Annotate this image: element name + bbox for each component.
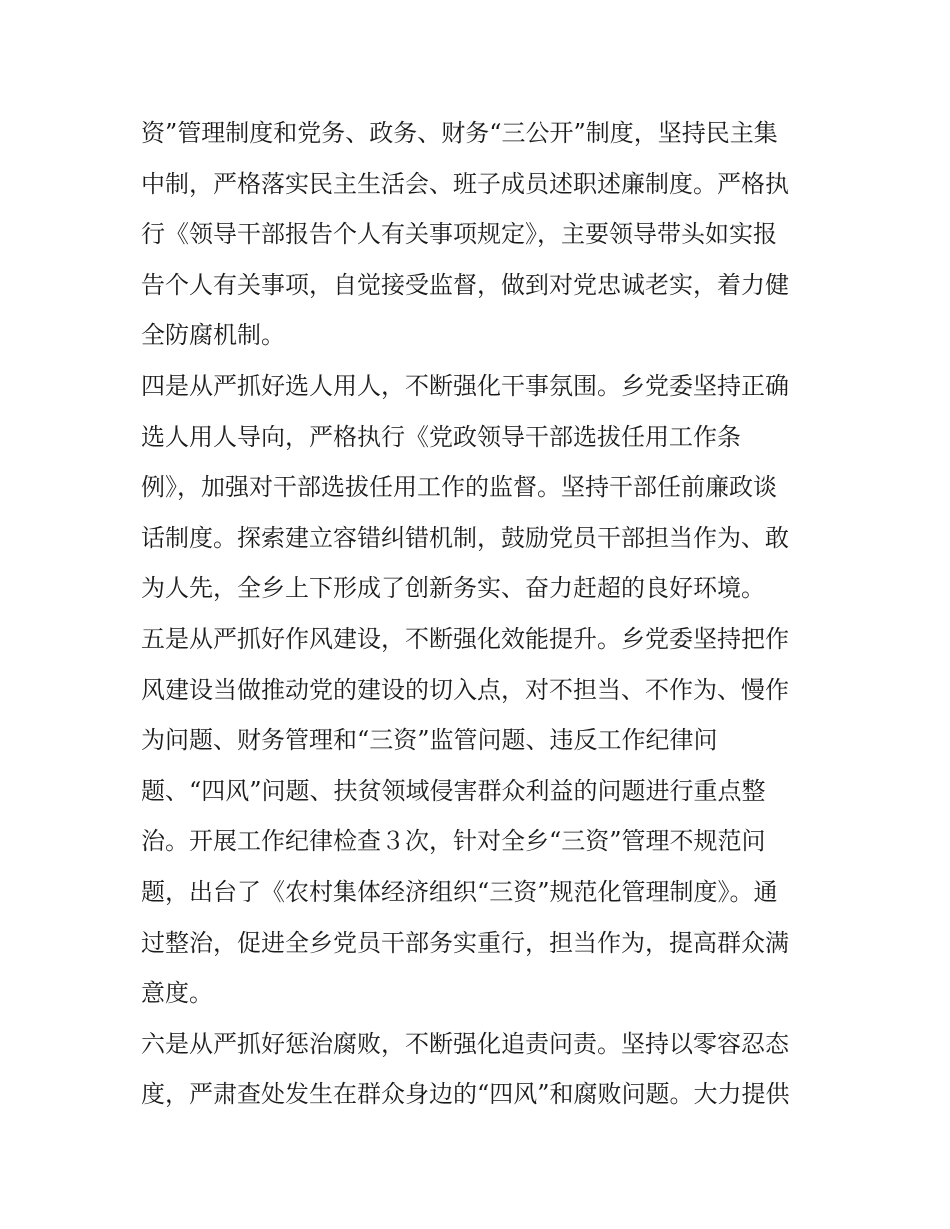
text-line: 度，严肃查处发生在群众身边的“四风”和腐败问题。大力提供 <box>141 1080 790 1109</box>
text-line: 选人用人导向，严格执行《党政领导干部选拔任用工作条 <box>141 422 741 451</box>
text-line: 题，出台了《农村集体经济组织“三资”规范化管理制度》。通 <box>141 877 778 906</box>
text-line: 例》，加强对干部选拔任用工作的监督。坚持干部任前廉政谈 <box>141 473 777 502</box>
text-line: 为问题、财务管理和“三资”监管问题、违反工作纪律问 <box>141 726 718 755</box>
text-line: 全防腐机制。 <box>141 321 285 350</box>
text-line: 四是从严抓好选人用人，不断强化干事氛围。乡党委坚持正确 <box>141 371 789 400</box>
text-line: 话制度。探索建立容错纠错机制，鼓励党员干部担当作为、敢 <box>141 523 789 552</box>
text-line: 风建设当做推动党的建设的切入点，对不担当、不作为、慢作 <box>141 675 789 704</box>
text-line: 五是从严抓好作风建设，不断强化效能提升。乡党委坚持把作 <box>141 624 789 653</box>
text-line: 告个人有关事项，自觉接受监督，做到对党忠诚老实，着力健 <box>141 270 789 299</box>
text-line: 过整治，促进全乡党员干部务实重行，担当作为，提高群众满 <box>141 928 789 957</box>
text-line: 意度。 <box>141 979 213 1008</box>
text-line: 为人先，全乡上下形成了创新务实、奋力赶超的良好环境。 <box>141 574 765 603</box>
text-line: 题、“四风”问题、扶贫领域侵害群众利益的问题进行重点整 <box>141 776 766 805</box>
text-line: 行《领导干部报告个人有关事项规定》，主要领导带头如实报 <box>141 220 777 249</box>
text-line: 六是从严抓好惩治腐败，不断强化追责问责。坚持以零容忍态 <box>141 1029 789 1058</box>
text-line: 治。开展工作纪律检查３次，针对全乡“三资”管理不规范问 <box>141 827 766 856</box>
text-line: 资”管理制度和党务、政务、财务“三公开”制度，坚持民主集 <box>141 119 778 147</box>
body-text <box>141 108 811 1120</box>
text-line: 中制，严格落实民主生活会、班子成员述职述廉制度。严格执 <box>141 169 789 198</box>
